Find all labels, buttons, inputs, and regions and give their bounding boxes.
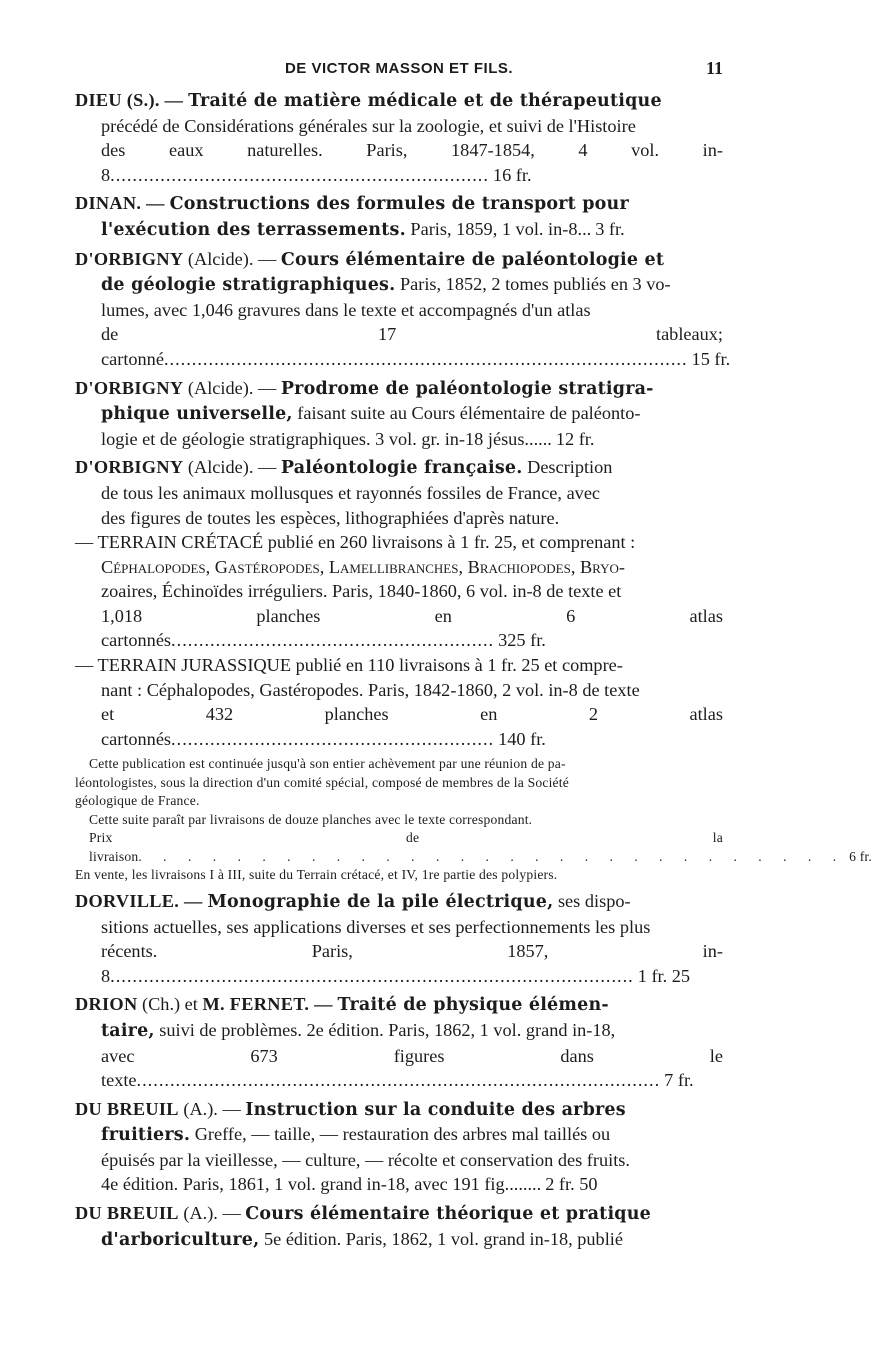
entry-line: suivi de problèmes. 2e édition. Paris, 1862, 1 vol. grand in-18, [154, 1019, 616, 1040]
entry-price: 7 fr. [664, 1070, 694, 1091]
entry-price: 16 fr. [492, 164, 532, 185]
page-header [75, 56, 723, 88]
entry-title: Traité de physique élémen- [337, 995, 609, 1016]
catalog-entry-drion [75, 992, 723, 1092]
entry-line: Description [522, 457, 613, 478]
entry-line: de 17 tableaux; cartonné [101, 324, 723, 369]
leader-dots: .................................................................... [110, 164, 489, 185]
note-line: Cette suite paraît par livraisons de douze planches avec le texte correspondant. [89, 811, 533, 827]
entry-author: DU BREUIL [75, 1203, 179, 1224]
entry-price: 6 fr. [849, 848, 872, 864]
entry-line: sitions actuelles, ses applications diverses et ses perfectionnements les plus [101, 916, 651, 937]
entry-title: Instruction sur la conduite des arbres [245, 1099, 626, 1120]
entry-title: phique universelle, [101, 404, 293, 425]
leader-dots: .............................................................................................. [110, 965, 634, 986]
entry-line: des figures de toutes les espèces, lithographiées d'après nature. [101, 507, 560, 528]
entry-line: Paris, 1859, 1 vol. in-8... [405, 218, 592, 239]
entry-line: 5e édition. Paris, 1862, 1 vol. grand in-18, publié [259, 1228, 623, 1249]
catalog-entry-dieu [75, 88, 723, 187]
entry-line: lumes, avec 1,046 gravures dans le texte et accompagnés d'un atlas [101, 299, 591, 320]
entry-coauthor: M. FERNET. — [202, 994, 338, 1015]
entry-title: Paléontologie française. [280, 458, 523, 479]
subentry-cretace-line: — TERRAIN CRÉTACÉ publié en 260 livraisons à 1 fr. 25, et comprenant : [75, 532, 636, 553]
entry-price: 140 fr. [498, 728, 546, 749]
subentry-cretace-line: 1,018 planches en 6 atlas cartonnés [101, 605, 723, 651]
leader-dots: .......................................................... [171, 630, 495, 651]
entry-author: DORVILLE. — [75, 890, 208, 911]
entry-line: ses dispo- [553, 890, 631, 911]
entry-author-first-name: (A.). — [178, 1203, 246, 1224]
entry-author-first-name: (Ch.) et [137, 994, 203, 1015]
entry-price: 2 fr. 50 [545, 1174, 598, 1195]
entry-line: logie et de géologie stratigraphiques. 3 vol. gr. in-18 jésus...... [101, 428, 552, 449]
entry-author: D'ORBIGNY [75, 377, 184, 398]
catalog-page [75, 56, 872, 1256]
catalog-entry-orbigny-paleontologie [75, 455, 872, 885]
leader-dots: .............................................................................................. [163, 348, 688, 369]
subentry-cretace-line: Céphalopodes, Gastéropodes, Lamellibranches, Brachiopodes, Bryo- [101, 556, 625, 577]
entry-author-first-name: (Alcide). — [183, 248, 281, 269]
entry-author-first-name: (Alcide). — [183, 457, 281, 478]
catalog-entry-orbigny-cours [75, 247, 731, 372]
entry-author-first-name: (A.). — [178, 1098, 246, 1119]
entry-author: DIEU (S.). — [75, 90, 189, 110]
entry-price: 12 fr. [555, 428, 595, 449]
entry-title: de géologie stratigraphiques. [101, 275, 396, 296]
page-number: 11 [705, 58, 723, 78]
entry-author: D'ORBIGNY [75, 248, 184, 269]
leader-dots: .............................................................................................. [136, 1070, 661, 1091]
subentry-cretace-line: zoaires, Échinoïdes irréguliers. Paris, 1840-1860, 6 vol. in-8 de texte et [101, 581, 622, 602]
publication-note [75, 755, 872, 885]
catalog-entry-orbigny-prodrome [75, 376, 723, 452]
entry-author-first-name: (Alcide). — [183, 377, 281, 398]
note-line: léontologistes, sous la direction d'un comité spécial, composé de membres de la Société [75, 774, 569, 790]
entry-title: Monographie de la pile électrique, [207, 891, 554, 912]
entry-price: 3 fr. [595, 218, 625, 239]
entry-author: DU BREUIL [75, 1098, 179, 1119]
entry-author: DINAN. — [75, 193, 170, 214]
subentry-jurassique-line: nant : Céphalopodes, Gastéropodes. Paris, 1842-1860, 2 vol. in-8 de texte [101, 679, 640, 700]
note-line: En vente, les livraisons I à III, suite du Terrain crétacé, et IV, 1re partie des polypiers. [75, 867, 558, 883]
entry-title: taire, [101, 1020, 155, 1041]
entry-line: 4e édition. Paris, 1861, 1 vol. grand in-18, avec 191 fig........ [101, 1174, 542, 1195]
note-line: Prix de la livraison [89, 830, 723, 864]
catalog-entry-dubreuil-cours [75, 1201, 723, 1252]
note-line: Cette publication est continuée jusqu'à son entier achèvement par une réunion de pa- [89, 756, 566, 772]
entry-title: fruitiers. [101, 1125, 191, 1146]
catalog-entry-dinan [75, 191, 723, 242]
entry-line: Greffe, — taille, — restauration des arbres mal taillés ou [190, 1124, 611, 1145]
entry-title: Cours élémentaire théorique et pratique [245, 1204, 651, 1225]
catalog-entry-dorville [75, 889, 723, 988]
entry-price: 1 fr. 25 [637, 965, 691, 986]
leader-dots: . . . . . . . . . . . . . . . . . . . . . . . . . . . . . [138, 848, 846, 864]
running-head: DE VICTOR MASSON ET FILS. [284, 60, 514, 77]
entry-price: 15 fr. [691, 348, 731, 369]
entry-title: d'arboriculture, [101, 1229, 260, 1250]
subentry-jurassique-line: et 432 planches en 2 atlas cartonnés [101, 704, 723, 749]
entry-line: Paris, 1852, 2 tomes publiés en 3 vo- [395, 274, 671, 295]
entry-price: 325 fr. [498, 630, 546, 651]
entry-title: Constructions des formules de transport pour [169, 194, 629, 215]
entry-line: des eaux naturelles. Paris, 1847-1854, 4 vol. in-8 [101, 140, 723, 185]
entry-line: épuisés par la vieillesse, — culture, — récolte et conservation des fruits. [101, 1149, 630, 1170]
subentry-jurassique-line: — TERRAIN JURASSIQUE publié en 110 livraisons à 1 fr. 25 et compre- [75, 655, 623, 676]
entry-line: précédé de Considérations générales sur la zoologie, et suivi de l'Histoire [101, 115, 636, 136]
entry-title: Prodrome de paléontologie stratigra- [280, 378, 654, 399]
leader-dots: .......................................................... [171, 728, 495, 749]
entry-author: D'ORBIGNY [75, 457, 184, 478]
entry-title: Cours élémentaire de paléontologie et [280, 249, 665, 270]
entry-line: faisant suite au Cours élémentaire de paléonto- [292, 403, 641, 424]
entry-title: l'exécution des terrassements. [101, 219, 406, 240]
entry-line: avec 673 figures dans le texte [101, 1045, 723, 1091]
entry-line: récents. Paris, 1857, in-8 [101, 941, 723, 986]
catalog-entry-dubreuil-instruction [75, 1097, 723, 1197]
note-line: géologique de France. [75, 793, 200, 809]
entry-author: DRION [75, 994, 138, 1015]
entry-line: de tous les animaux mollusques et rayonnés fossiles de France, avec [101, 482, 601, 503]
entry-title: Traité de matière médicale et de thérapeutique [188, 91, 662, 111]
